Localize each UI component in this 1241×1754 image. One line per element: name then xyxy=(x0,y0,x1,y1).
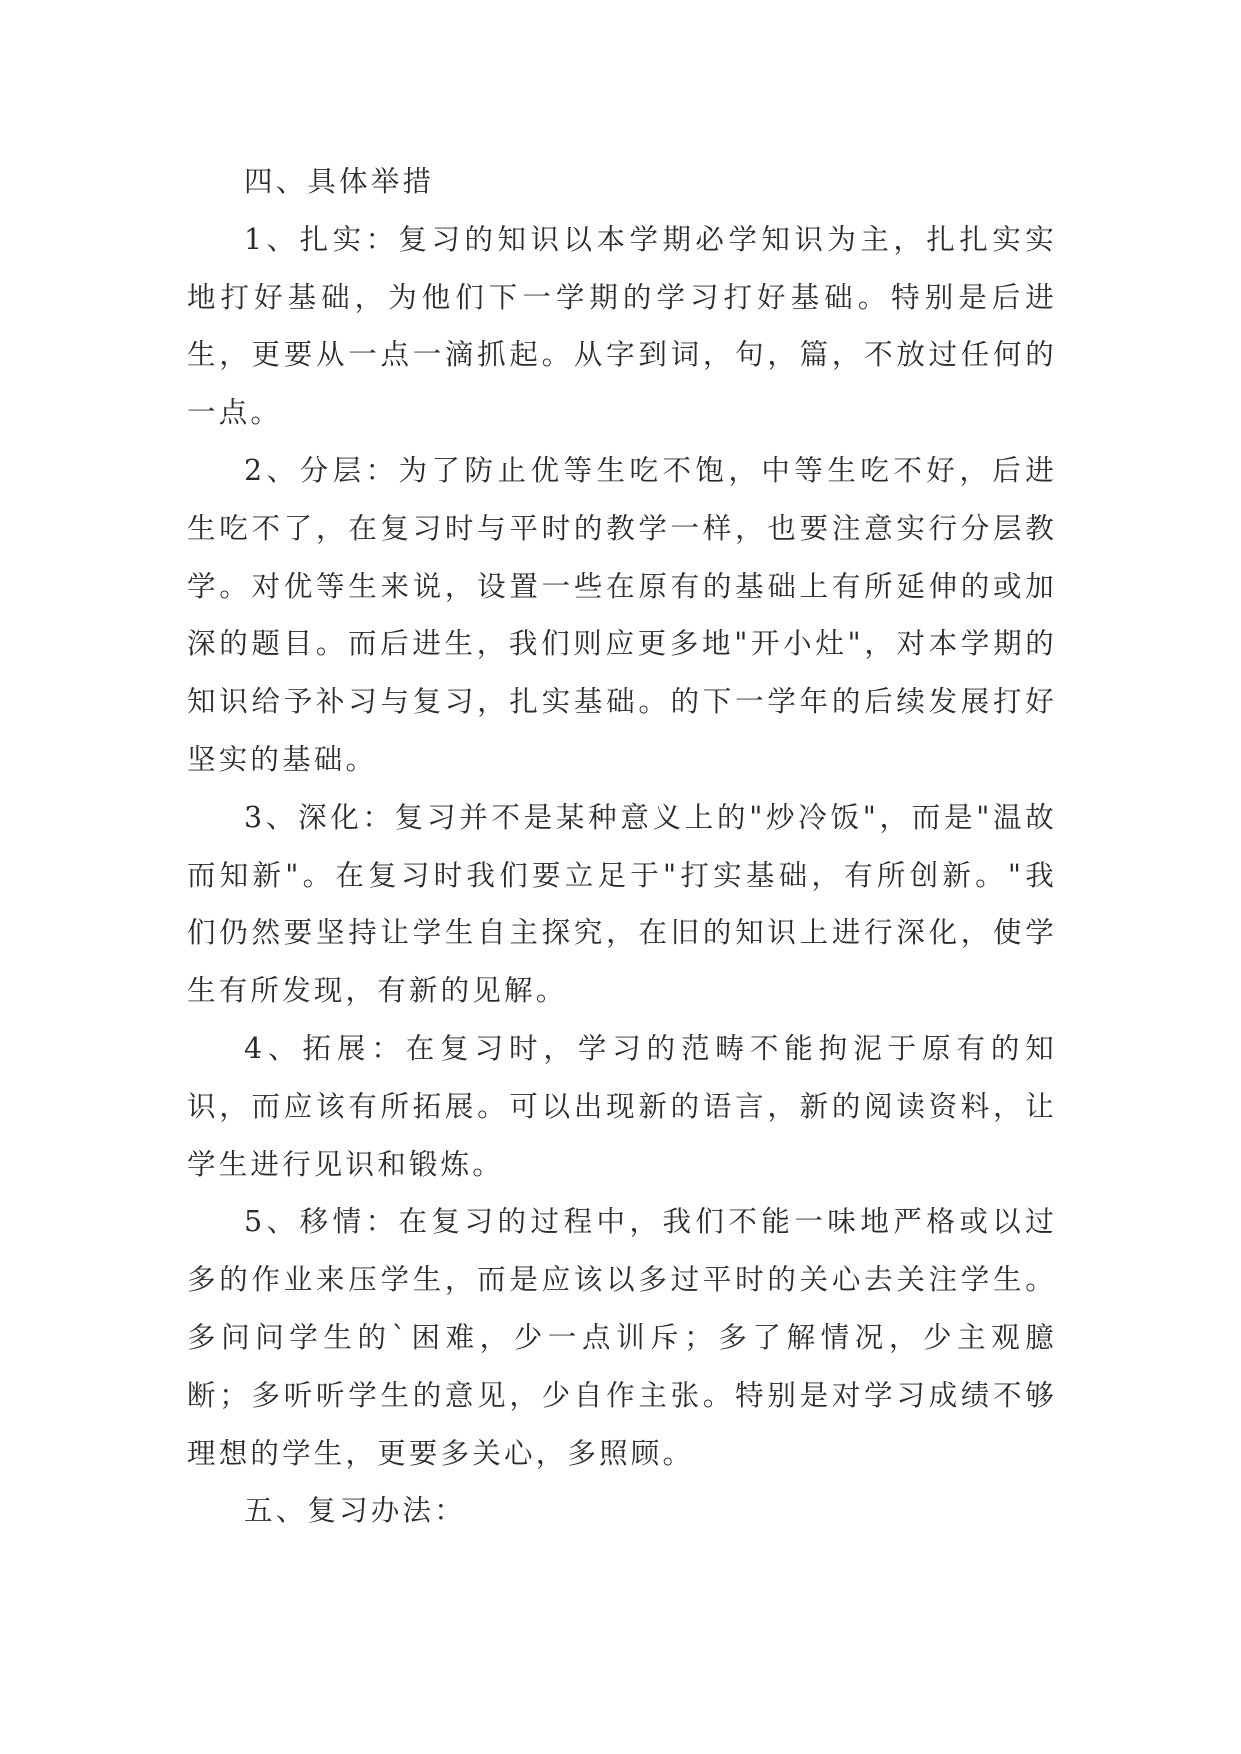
document-body xyxy=(187,153,1057,1540)
section-heading-5: 五、复习办法： xyxy=(244,1494,466,1528)
section-heading-4: 四、具体举措 xyxy=(244,165,435,198)
paragraph-measure-5: 5、移情：在复习的过程中，我们不能一味地严格或以过多的作业来压学生，而是应该以多过平时的关心去关注学生。多问问学生的`困难，少一点训斥；多了解情况，少主观臆断；多听听学生的意见，少自作主张。特别是对学习成绩不够理想的学生，更要多关心，多照顾。 xyxy=(187,1205,1057,1470)
paragraph-measure-3: 3、深化：复习并不是某种意义上的"炒冷饭"，而是"温故而知新"。在复习时我们要立足于"打实基础，有所创新。"我们仍然要坚持让学生自主探究，在旧的知识上进行深化，使学生有所发现，有新的见解。 xyxy=(187,800,1057,1008)
paragraph-measure-4: 4、拓展：在复习时，学习的范畴不能拘泥于原有的知识，而应该有所拓展。可以出现新的语言，新的阅读资料，让学生进行见识和锻炼。 xyxy=(187,1031,1057,1181)
paragraph-measure-1: 1、扎实：复习的知识以本学期必学知识为主，扎扎实实地打好基础，为他们下一学期的学习打好基础。特别是后进生，更要从一点一滴抓起。从字到词，句，篇，不放过任何的一点。 xyxy=(187,222,1057,430)
paragraph-measure-2: 2、分层：为了防止优等生吃不饱，中等生吃不好，后进生吃不了，在复习时与平时的教学一样，也要注意实行分层教学。对优等生来说，设置一些在原有的基础上有所延伸的或加深的题目。而后进生，我们则应更多地"开小灶"，对本学期的知识给予补习与复习，扎实基础。的下一学年的后续发展打好坚实的基础。 xyxy=(187,453,1057,776)
